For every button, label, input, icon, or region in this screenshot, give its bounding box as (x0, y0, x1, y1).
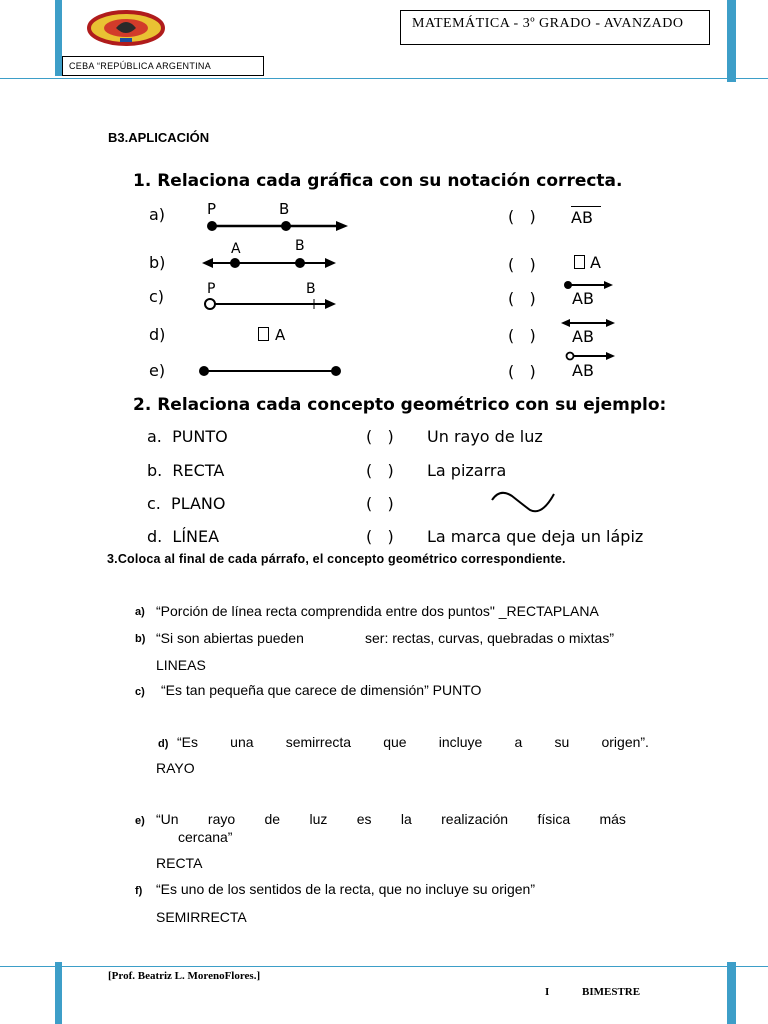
word: “Un (156, 811, 179, 827)
notation-point-text: A (590, 253, 601, 272)
figure-a-point-p: P (207, 200, 217, 218)
figure-semiray-pb (200, 294, 340, 314)
word: “Es (177, 734, 198, 750)
exercise3-text-c: “Es tan pequeña que carece de dimensión” PUNTO (161, 682, 482, 698)
left-border-bar-top (55, 0, 62, 76)
exercise3-text-b2: ser: rectas, curvas, quebradas o mixtas” (365, 630, 614, 646)
overline-mark (571, 206, 601, 207)
exercise3-text-b1: “Si son abiertas pueden (156, 630, 304, 646)
exercise3-label-d: d) (158, 738, 169, 750)
example-pencil-mark: La marca que deja un lápiz (427, 527, 644, 546)
subject-header-box (400, 10, 710, 45)
teacher-name: [Prof. Beatriz L. MorenoFlores.] (108, 970, 261, 982)
exercise2-blank-c[interactable]: ( ) (366, 494, 394, 513)
exercise3-answer-e: RECTA (156, 855, 203, 871)
missing-glyph-icon (574, 255, 585, 269)
term-number: I (545, 986, 550, 998)
exercise3-text-e (156, 811, 626, 827)
school-name-box (62, 56, 264, 76)
word: es (356, 811, 372, 827)
exercise3-text-f: “Es uno de los sentidos de la recta, que no incluye su origen” (156, 881, 536, 897)
word: su (554, 734, 570, 750)
word: que (383, 734, 407, 750)
figure-d-notation (258, 326, 285, 344)
concept-linea: d. LÍNEA (147, 527, 220, 546)
exercise1-item-e: e) (149, 361, 166, 380)
exercise2-blank-a[interactable]: ( ) (366, 427, 394, 446)
exercise3-answer-d: RAYO (156, 760, 195, 776)
figure-ray-pb (200, 210, 350, 235)
exercise3-answer-f: SEMIRRECTA (156, 909, 247, 925)
missing-glyph-icon (258, 327, 269, 341)
word: luz (309, 811, 328, 827)
figure-b-point-b: B (295, 238, 305, 254)
exercise2-blank-d[interactable]: ( ) (366, 527, 394, 546)
exercise1-item-a: a) (149, 205, 166, 224)
word: semirrecta (285, 734, 352, 750)
exercise1-blank-e[interactable]: ( ) (508, 362, 536, 381)
left-border-bar-bottom (55, 962, 62, 1024)
concept-recta: b. RECTA (147, 461, 225, 480)
word: física (537, 811, 571, 827)
exercise2-blank-b[interactable]: ( ) (366, 461, 394, 480)
notation-segment-text: AB (571, 208, 593, 227)
exercise1-blank-b[interactable]: ( ) (508, 255, 536, 274)
right-border-bar-bottom (727, 962, 736, 1024)
word: rayo (207, 811, 236, 827)
figure-a-point-b: B (279, 200, 290, 218)
header-rule (0, 78, 768, 79)
figure-segment (196, 362, 344, 382)
exercise3-label-e: e) (135, 815, 145, 827)
exercise3-label-c: c) (135, 686, 145, 698)
notation-segment (571, 206, 601, 227)
exercise1-item-d: d) (149, 325, 166, 344)
exercise3-title: 3.Coloca al final de cada párrafo, el concepto geométrico correspondiente. (107, 552, 566, 566)
example-curve-drawing (488, 486, 558, 516)
word: de (264, 811, 281, 827)
word: realización (441, 811, 509, 827)
exercise2-title: 2. Relaciona cada concepto geométrico con su ejemplo: (133, 395, 667, 415)
exercise1-item-b: b) (149, 253, 166, 272)
example-ray-of-light: Un rayo de luz (427, 427, 543, 446)
exercise1-item-c: c) (149, 287, 165, 306)
exercise3-label-a: a) (135, 606, 145, 618)
word: una (230, 734, 254, 750)
exercise1-blank-d[interactable]: ( ) (508, 326, 536, 345)
exercise3-text-a: “Porción de línea recta comprendida entre dos puntos" _RECTAPLANA (156, 603, 599, 619)
notation-line-text: AB (572, 327, 594, 346)
concept-punto: a. PUNTO (147, 427, 228, 446)
notation-semiray-text: AB (572, 361, 594, 380)
figure-b-point-a: A (231, 241, 241, 257)
example-blackboard: La pizarra (427, 461, 507, 480)
exercise1-blank-a[interactable]: ( ) (508, 207, 536, 226)
exercise1-title: 1. Relaciona cada gráfica con su notación correcta. (133, 171, 623, 191)
notation-point (574, 253, 601, 272)
exercise3-answer-b: LINEAS (156, 657, 206, 673)
exercise3-text-d (177, 734, 649, 750)
word: a (514, 734, 523, 750)
exercise3-label-f: f) (135, 885, 143, 897)
section-title: B3.APLICACIÓN (108, 130, 210, 145)
figure-d-text: A (275, 326, 286, 344)
subject-title: MATEMÁTICA - 3º GRADO - AVANZADO (412, 16, 684, 31)
footer-rule (0, 966, 768, 967)
school-logo (86, 8, 166, 46)
figure-c-point-b: B (306, 281, 316, 297)
word: origen”. (601, 734, 649, 750)
concept-plano: c. PLANO (147, 494, 226, 513)
exercise1-blank-c[interactable]: ( ) (508, 289, 536, 308)
figure-line-ab (200, 252, 340, 272)
word: más (599, 811, 626, 827)
word: la (400, 811, 412, 827)
figure-c-point-p: P (207, 281, 216, 297)
right-border-bar-top (727, 0, 736, 82)
exercise3-label-b: b) (135, 633, 146, 645)
term-label: BIMESTRE (582, 986, 641, 998)
school-name: CEBA “REPÚBLICA ARGENTINA (69, 61, 212, 71)
notation-ray-text: AB (572, 289, 594, 308)
exercise3-text-e-cont: cercana” (178, 829, 233, 845)
word: incluye (438, 734, 483, 750)
